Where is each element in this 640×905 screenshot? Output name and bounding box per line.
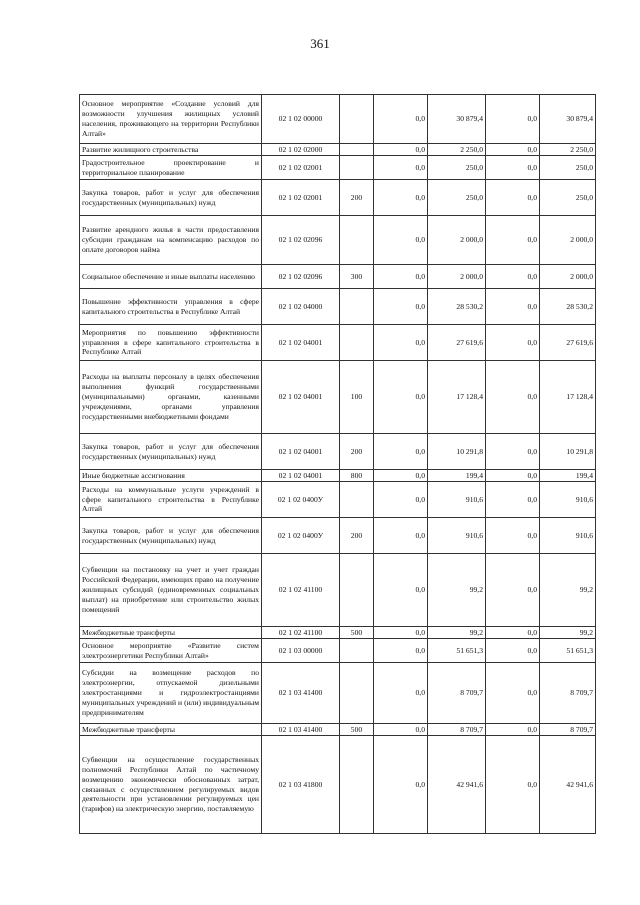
table-row	[80, 361, 596, 434]
cell-expense-type	[340, 289, 374, 325]
cell-amount-1: 0,0	[374, 289, 428, 325]
cell-amount-4: 10 291,8	[540, 434, 596, 470]
cell-expense-type: 100	[340, 361, 374, 434]
table-row	[80, 265, 596, 289]
cell-name: Развитие жилищного строительства	[80, 144, 262, 156]
cell-amount-4: 17 128,4	[540, 361, 596, 434]
cell-amount-1: 0,0	[374, 470, 428, 482]
cell-name: Основное мероприятие «Создание условий для возможности улучшения жилищных условий населения, проживающего на территории Республики Алтай»	[80, 95, 262, 144]
cell-amount-3: 0,0	[486, 95, 540, 144]
cell-expense-type: 200	[340, 518, 374, 554]
cell-amount-2: 250,0	[428, 156, 486, 180]
cell-amount-1: 0,0	[374, 736, 428, 834]
cell-amount-1: 0,0	[374, 325, 428, 361]
cell-code: 02 1 02 41100	[262, 627, 340, 639]
table-row	[80, 325, 596, 361]
cell-amount-1: 0,0	[374, 180, 428, 216]
cell-amount-3: 0,0	[486, 736, 540, 834]
cell-amount-3: 0,0	[486, 144, 540, 156]
cell-amount-4: 28 530,2	[540, 289, 596, 325]
cell-amount-4: 30 879,4	[540, 95, 596, 144]
cell-amount-3: 0,0	[486, 325, 540, 361]
cell-code: 02 1 02 04001	[262, 434, 340, 470]
cell-expense-type	[340, 216, 374, 265]
cell-amount-4: 27 619,6	[540, 325, 596, 361]
cell-amount-4: 910,6	[540, 518, 596, 554]
cell-name: Иные бюджетные ассигнования	[80, 470, 262, 482]
cell-expense-type	[340, 156, 374, 180]
cell-code: 02 1 02 02000	[262, 144, 340, 156]
cell-expense-type	[340, 554, 374, 627]
cell-amount-4: 2 000,0	[540, 265, 596, 289]
cell-amount-1: 0,0	[374, 216, 428, 265]
table-row	[80, 216, 596, 265]
cell-expense-type	[340, 325, 374, 361]
cell-amount-3: 0,0	[486, 216, 540, 265]
cell-name: Закупка товаров, работ и услуг для обеспечения государственных (муниципальных) нужд	[80, 518, 262, 554]
cell-amount-3: 0,0	[486, 518, 540, 554]
cell-amount-1: 0,0	[374, 482, 428, 518]
cell-amount-2: 8 709,7	[428, 663, 486, 724]
cell-amount-3: 0,0	[486, 554, 540, 627]
cell-name: Закупка товаров, работ и услуг для обеспечения государственных (муниципальных) нужд	[80, 180, 262, 216]
cell-amount-1: 0,0	[374, 434, 428, 470]
cell-amount-4: 199,4	[540, 470, 596, 482]
cell-expense-type: 800	[340, 470, 374, 482]
cell-amount-1: 0,0	[374, 144, 428, 156]
budget-table	[79, 94, 596, 834]
table-row	[80, 554, 596, 627]
cell-code: 02 1 02 41100	[262, 554, 340, 627]
cell-code: 02 1 02 02001	[262, 180, 340, 216]
cell-code: 02 1 03 00000	[262, 639, 340, 663]
cell-name: Социальное обеспечение и иные выплаты населению	[80, 265, 262, 289]
cell-amount-4: 8 709,7	[540, 724, 596, 736]
cell-code: 02 1 03 41800	[262, 736, 340, 834]
cell-amount-1: 0,0	[374, 361, 428, 434]
cell-amount-3: 0,0	[486, 265, 540, 289]
cell-amount-1: 0,0	[374, 724, 428, 736]
cell-code: 02 1 02 04000	[262, 289, 340, 325]
table-row	[80, 518, 596, 554]
cell-name: Субсидии на возмещение расходов по электроэнергии, отпускаемой дизельными электростанциями и гидроэлектростанциями муниципальных учреждений и (или) индивидуальным предпринимателям	[80, 663, 262, 724]
cell-amount-2: 910,6	[428, 518, 486, 554]
cell-amount-3: 0,0	[486, 724, 540, 736]
cell-amount-2: 2 000,0	[428, 265, 486, 289]
cell-amount-2: 17 128,4	[428, 361, 486, 434]
cell-expense-type	[340, 663, 374, 724]
cell-amount-4: 250,0	[540, 180, 596, 216]
cell-amount-2: 51 651,3	[428, 639, 486, 663]
cell-amount-3: 0,0	[486, 482, 540, 518]
cell-name: Субвенции на постановку на учет и учет граждан Российской Федерации, имеющих право на получение жилищных субсидий (единовременных социальных выплат) на приобретение или строительство жилых помещений	[80, 554, 262, 627]
cell-expense-type: 500	[340, 724, 374, 736]
cell-amount-4: 99,2	[540, 627, 596, 639]
cell-code: 02 1 02 0400У	[262, 482, 340, 518]
cell-amount-2: 199,4	[428, 470, 486, 482]
cell-amount-3: 0,0	[486, 180, 540, 216]
cell-expense-type	[340, 639, 374, 663]
budget-table-body	[80, 95, 596, 834]
cell-name: Расходы на коммунальные услуги учреждений в сфере капитального строительства в Республике Алтай	[80, 482, 262, 518]
cell-amount-2: 2 250,0	[428, 144, 486, 156]
cell-amount-2: 10 291,8	[428, 434, 486, 470]
cell-name: Повышение эффективности управления в сфере капитального строительства в Республике Алтай	[80, 289, 262, 325]
cell-amount-1: 0,0	[374, 627, 428, 639]
cell-name: Субвенции на осуществление государственных полномочий Республики Алтай по частичному возмещению экономически обоснованных затрат, связанных с осуществлением регулируемых видов деятельности при установлении регулируемых цен (тарифов) на электрическую энергию, поставляемую	[80, 736, 262, 834]
cell-amount-3: 0,0	[486, 289, 540, 325]
cell-code: 02 1 03 41400	[262, 663, 340, 724]
cell-code: 02 1 02 00000	[262, 95, 340, 144]
cell-amount-2: 8 709,7	[428, 724, 486, 736]
cell-amount-2: 99,2	[428, 627, 486, 639]
table-row	[80, 95, 596, 144]
cell-amount-4: 51 651,3	[540, 639, 596, 663]
cell-name: Мероприятия по повышению эффективности управления в сфере капитального строительства в Республике Алтай	[80, 325, 262, 361]
cell-amount-1: 0,0	[374, 95, 428, 144]
cell-amount-3: 0,0	[486, 639, 540, 663]
cell-amount-2: 2 000,0	[428, 216, 486, 265]
cell-amount-1: 0,0	[374, 554, 428, 627]
cell-amount-2: 910,6	[428, 482, 486, 518]
cell-expense-type: 500	[340, 627, 374, 639]
cell-expense-type	[340, 144, 374, 156]
table-row	[80, 156, 596, 180]
cell-amount-1: 0,0	[374, 663, 428, 724]
table-row	[80, 144, 596, 156]
cell-expense-type: 200	[340, 434, 374, 470]
cell-name: Межбюджетные трансферты	[80, 724, 262, 736]
cell-amount-2: 99,2	[428, 554, 486, 627]
cell-amount-2: 28 530,2	[428, 289, 486, 325]
cell-name: Развитие арендного жилья в части предоставления субсидии гражданам на компенсацию расходов по оплате договоров найма	[80, 216, 262, 265]
cell-code: 02 1 03 41400	[262, 724, 340, 736]
table-row	[80, 627, 596, 639]
cell-name: Межбюджетные трансферты	[80, 627, 262, 639]
cell-amount-2: 250,0	[428, 180, 486, 216]
cell-amount-1: 0,0	[374, 639, 428, 663]
cell-amount-1: 0,0	[374, 265, 428, 289]
cell-code: 02 1 02 04001	[262, 470, 340, 482]
table-row	[80, 663, 596, 724]
cell-code: 02 1 02 02096	[262, 216, 340, 265]
cell-amount-4: 2 250,0	[540, 144, 596, 156]
cell-amount-4: 2 000,0	[540, 216, 596, 265]
table-row	[80, 736, 596, 834]
cell-code: 02 1 02 02001	[262, 156, 340, 180]
table-row	[80, 180, 596, 216]
cell-amount-4: 910,6	[540, 482, 596, 518]
table-row	[80, 470, 596, 482]
cell-code: 02 1 02 0400У	[262, 518, 340, 554]
cell-expense-type: 200	[340, 180, 374, 216]
cell-expense-type	[340, 736, 374, 834]
table-row	[80, 434, 596, 470]
cell-name: Основное мероприятие «Развитие систем электроэнергетики Республики Алтай»	[80, 639, 262, 663]
cell-expense-type: 300	[340, 265, 374, 289]
cell-name: Закупка товаров, работ и услуг для обеспечения государственных (муниципальных) нужд	[80, 434, 262, 470]
cell-amount-4: 250,0	[540, 156, 596, 180]
table-row	[80, 639, 596, 663]
cell-amount-4: 42 941,6	[540, 736, 596, 834]
cell-amount-4: 99,2	[540, 554, 596, 627]
cell-expense-type	[340, 95, 374, 144]
cell-amount-3: 0,0	[486, 627, 540, 639]
page-number: 361	[310, 36, 330, 51]
cell-amount-4: 8 709,7	[540, 663, 596, 724]
table-row	[80, 482, 596, 518]
cell-expense-type	[340, 482, 374, 518]
cell-amount-2: 27 619,6	[428, 325, 486, 361]
cell-amount-2: 30 879,4	[428, 95, 486, 144]
cell-code: 02 1 02 02096	[262, 265, 340, 289]
table-row	[80, 289, 596, 325]
cell-amount-3: 0,0	[486, 361, 540, 434]
cell-code: 02 1 02 04001	[262, 361, 340, 434]
cell-amount-3: 0,0	[486, 470, 540, 482]
cell-amount-3: 0,0	[486, 434, 540, 470]
cell-amount-3: 0,0	[486, 156, 540, 180]
cell-amount-2: 42 941,6	[428, 736, 486, 834]
cell-name: Расходы на выплаты персоналу в целях обеспечения выполнения функций государственными (муниципальными) органами, казенными учреждениями, органами управления государственными внебюджетными фондами	[80, 361, 262, 434]
table-row	[80, 724, 596, 736]
cell-amount-3: 0,0	[486, 663, 540, 724]
cell-amount-1: 0,0	[374, 518, 428, 554]
cell-amount-1: 0,0	[374, 156, 428, 180]
cell-code: 02 1 02 04001	[262, 325, 340, 361]
cell-name: Градостроительное проектирование и территориальное планирование	[80, 156, 262, 180]
